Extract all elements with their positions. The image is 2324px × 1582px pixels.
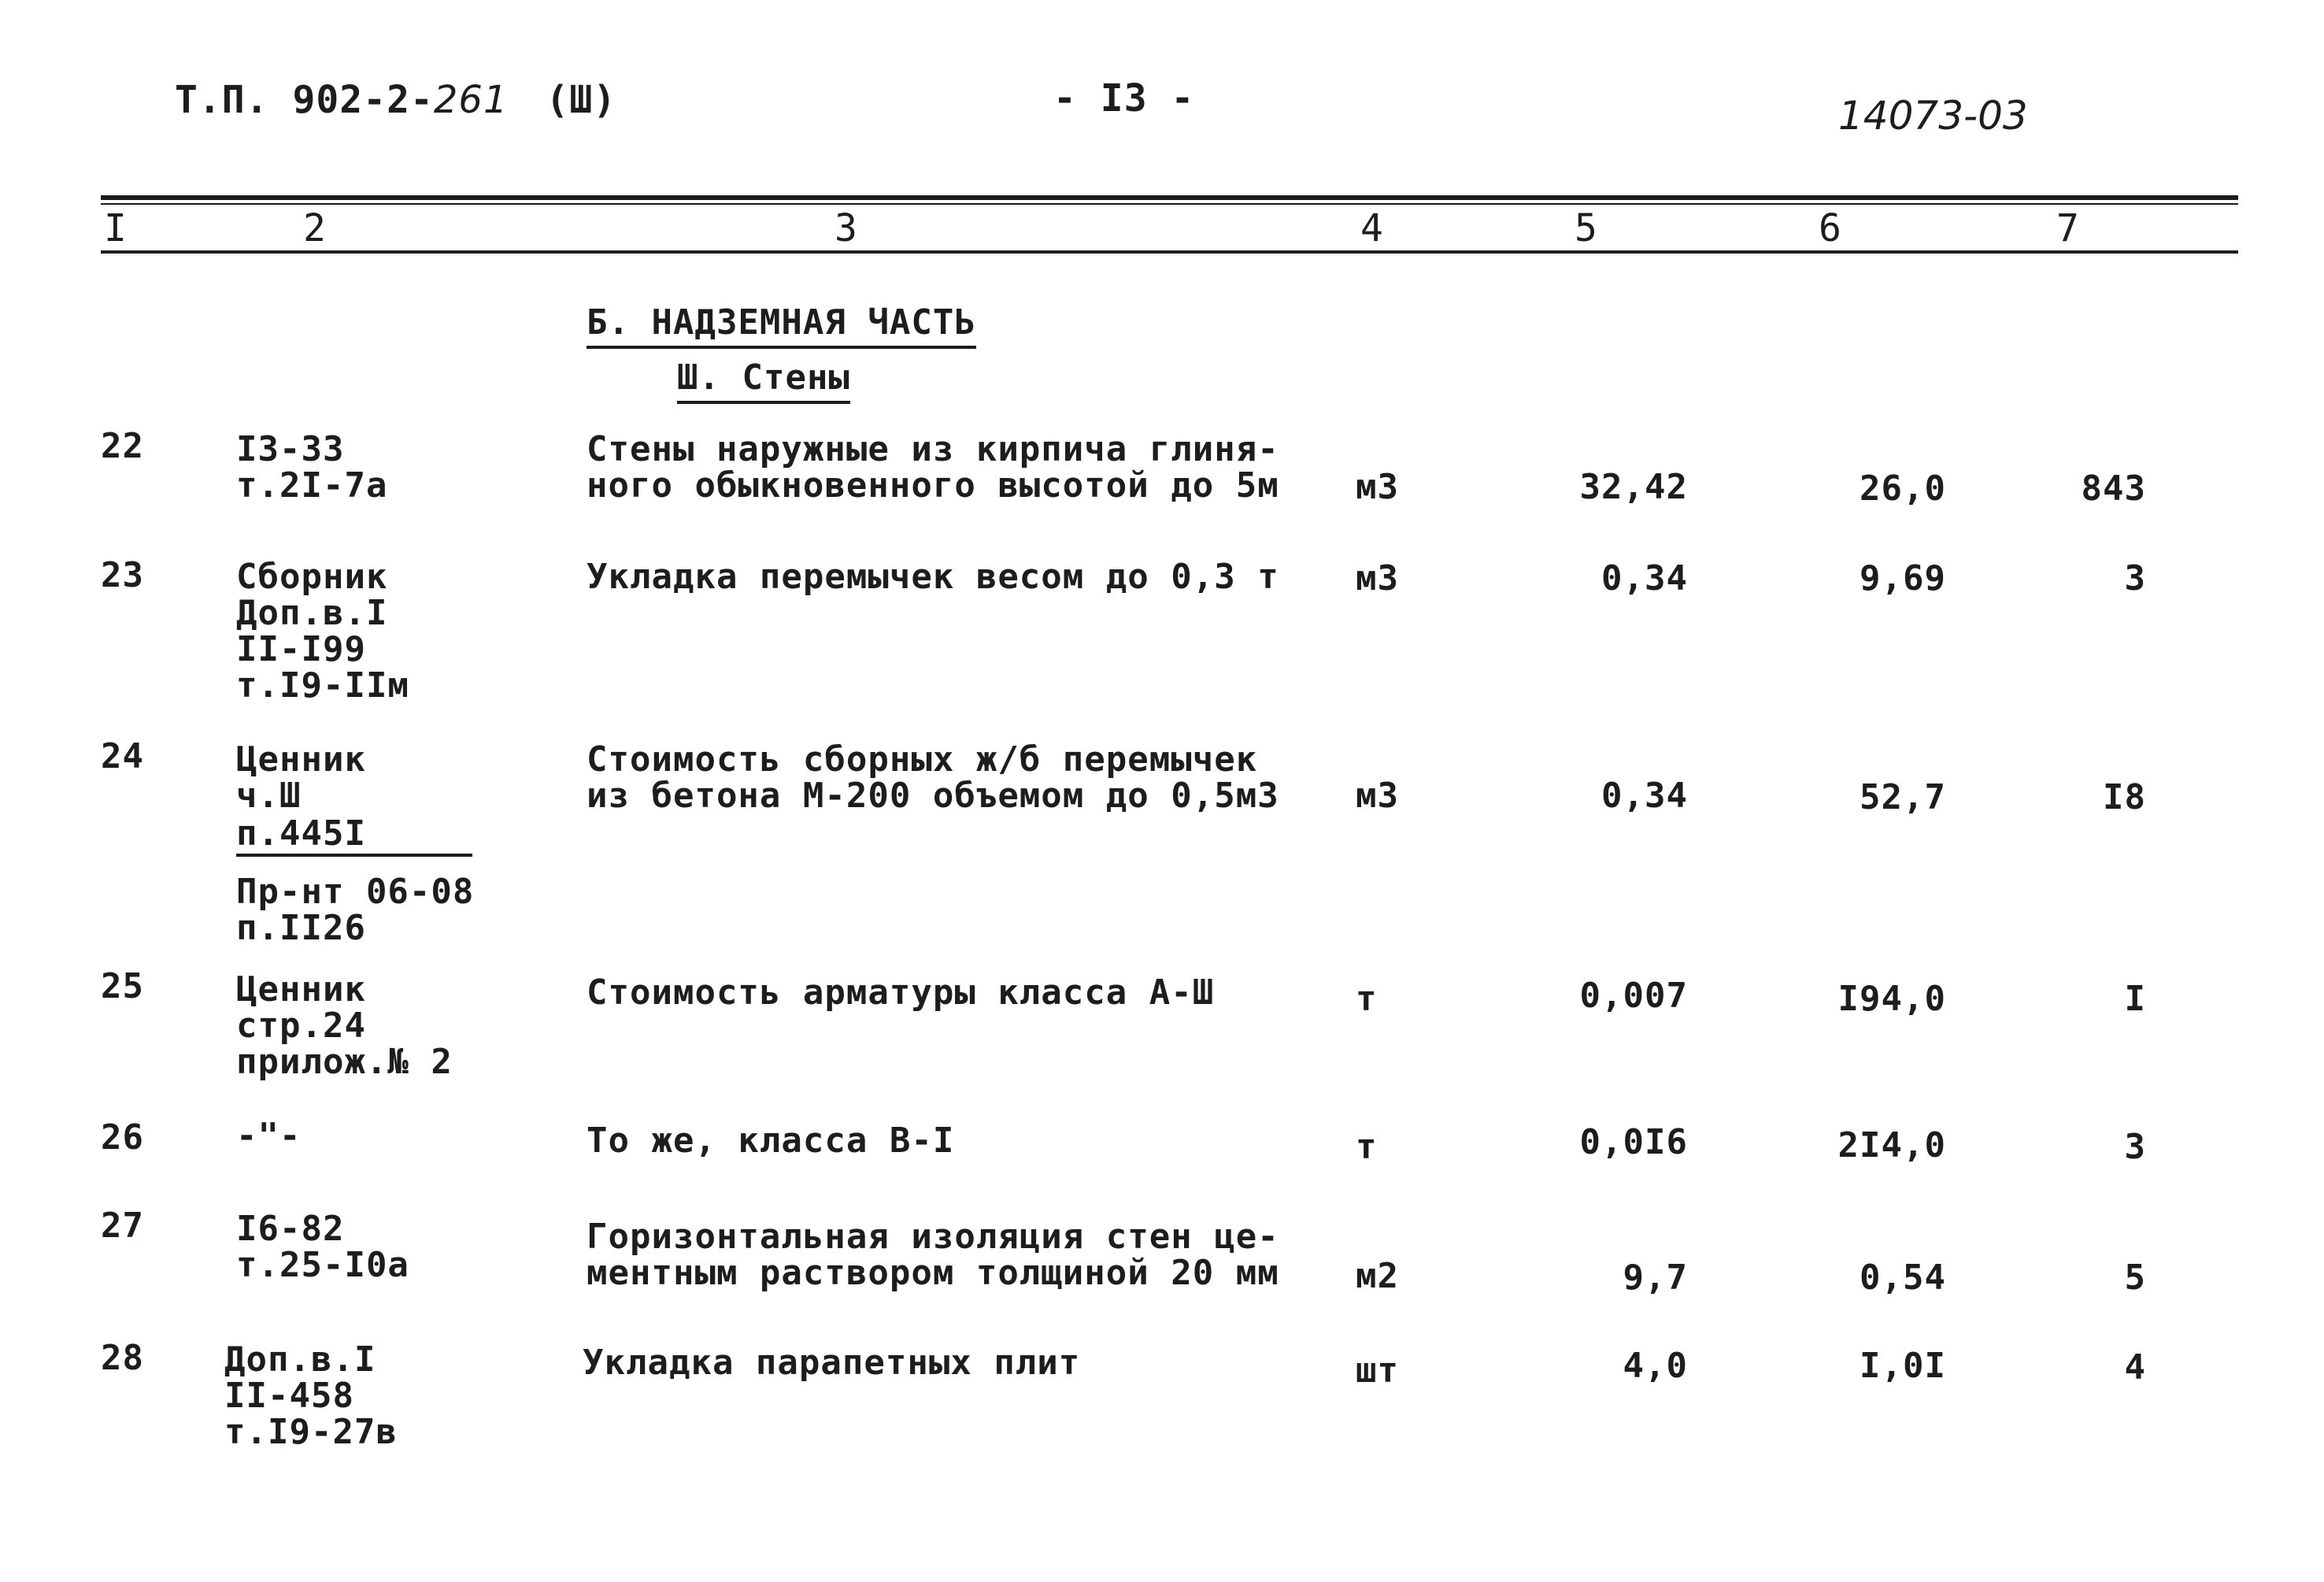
row-reference: I3-33 т.2I-7а xyxy=(236,429,388,506)
row-total: I8 xyxy=(2103,777,2146,817)
row-unit: м2 xyxy=(1356,1256,1399,1296)
row-description: Укладка перемычек весом до 0,3 т xyxy=(587,557,1279,597)
top-rule xyxy=(101,195,2238,200)
row-description: Горизонтальная изоляция стен це- ментным раствором толщиной 20 мм xyxy=(587,1217,1279,1293)
row-number: 26 xyxy=(101,1117,144,1158)
row-unit: м3 xyxy=(1356,776,1399,816)
column-number: 2 xyxy=(303,206,326,250)
top-rule-thin xyxy=(101,203,2238,205)
row-quantity: 0,007 xyxy=(1579,976,1688,1016)
row-total: 843 xyxy=(2081,469,2146,509)
row-number: 24 xyxy=(101,736,144,776)
row-price: I94,0 xyxy=(1837,979,1946,1019)
row-total: I xyxy=(2124,979,2146,1019)
row-number: 28 xyxy=(101,1338,144,1378)
row-quantity: 0,0I6 xyxy=(1579,1122,1688,1162)
row-unit: м3 xyxy=(1356,558,1399,598)
row-quantity: 32,42 xyxy=(1579,467,1688,507)
header-rule xyxy=(101,250,2238,254)
doc-code-handwritten: 261 xyxy=(433,78,509,122)
row-reference: Ценник стр.24 прилож.№ 2 xyxy=(236,969,453,1082)
row-price: 9,69 xyxy=(1860,558,1946,598)
section-subtitle: Ш. Стены xyxy=(677,358,850,398)
row-price: 26,0 xyxy=(1860,469,1946,509)
column-number: I xyxy=(104,206,127,250)
row-price: I,0I xyxy=(1860,1346,1946,1386)
row-price: 52,7 xyxy=(1860,777,1946,817)
row-description: То же, класса В-I xyxy=(587,1121,955,1161)
row-description: Стены наружные из кирпича глиня- ного обыкновенного высотой до 5м xyxy=(587,429,1279,506)
column-number: 6 xyxy=(1819,206,1841,250)
page-number: - I3 - xyxy=(1053,76,1195,120)
row-reference: -"- xyxy=(236,1116,302,1156)
row-reference: Сборник Доп.в.I II-I99 т.I9-IIм xyxy=(236,557,409,706)
row-quantity: 0,34 xyxy=(1601,558,1688,598)
row-reference: I6-82 т.25-I0а xyxy=(236,1209,409,1285)
row-quantity: 4,0 xyxy=(1623,1346,1688,1386)
doc-code-suffix: (Ш) xyxy=(546,78,617,122)
column-number: 7 xyxy=(2056,206,2079,250)
row-number: 22 xyxy=(101,426,144,466)
row-reference: Доп.в.I II-458 т.I9-27в xyxy=(224,1339,398,1452)
row-description: Стоимость сборных ж/б перемычек из бетона М-200 объемом до 0,5м3 xyxy=(587,739,1279,816)
row-price: 0,54 xyxy=(1860,1258,1946,1298)
column-number: 3 xyxy=(834,206,857,250)
row-number: 23 xyxy=(101,555,144,595)
doc-code-prefix: Т.П. 902-2- xyxy=(175,78,434,122)
row-unit: т xyxy=(1356,979,1378,1019)
row-price: 2I4,0 xyxy=(1837,1125,1946,1165)
row-unit: шт xyxy=(1356,1350,1399,1391)
row-quantity: 0,34 xyxy=(1601,776,1688,816)
row-unit: м3 xyxy=(1356,467,1399,507)
section-title: Б. НАДЗЕМНАЯ ЧАСТЬ xyxy=(587,303,976,343)
archive-number: 14073-03 xyxy=(1838,93,2028,139)
row-total: 3 xyxy=(2124,558,2146,598)
row-total: 4 xyxy=(2124,1347,2146,1387)
row-total: 3 xyxy=(2124,1127,2146,1167)
column-number: 5 xyxy=(1575,206,1597,250)
row-quantity: 9,7 xyxy=(1623,1258,1688,1298)
row-description: Стоимость арматуры класса А-Ш xyxy=(587,973,1215,1013)
row-reference: Ценник ч.Ш п.445I Пр-нт 06-08 п.II26 xyxy=(236,739,475,948)
row-total: 5 xyxy=(2124,1258,2146,1298)
row-number: 25 xyxy=(101,966,144,1006)
column-number: 4 xyxy=(1360,206,1383,250)
row-description: Укладка парапетных плит xyxy=(583,1343,1081,1383)
row-number: 27 xyxy=(101,1206,144,1246)
doc-code xyxy=(175,80,616,120)
row-unit: т xyxy=(1356,1127,1378,1167)
